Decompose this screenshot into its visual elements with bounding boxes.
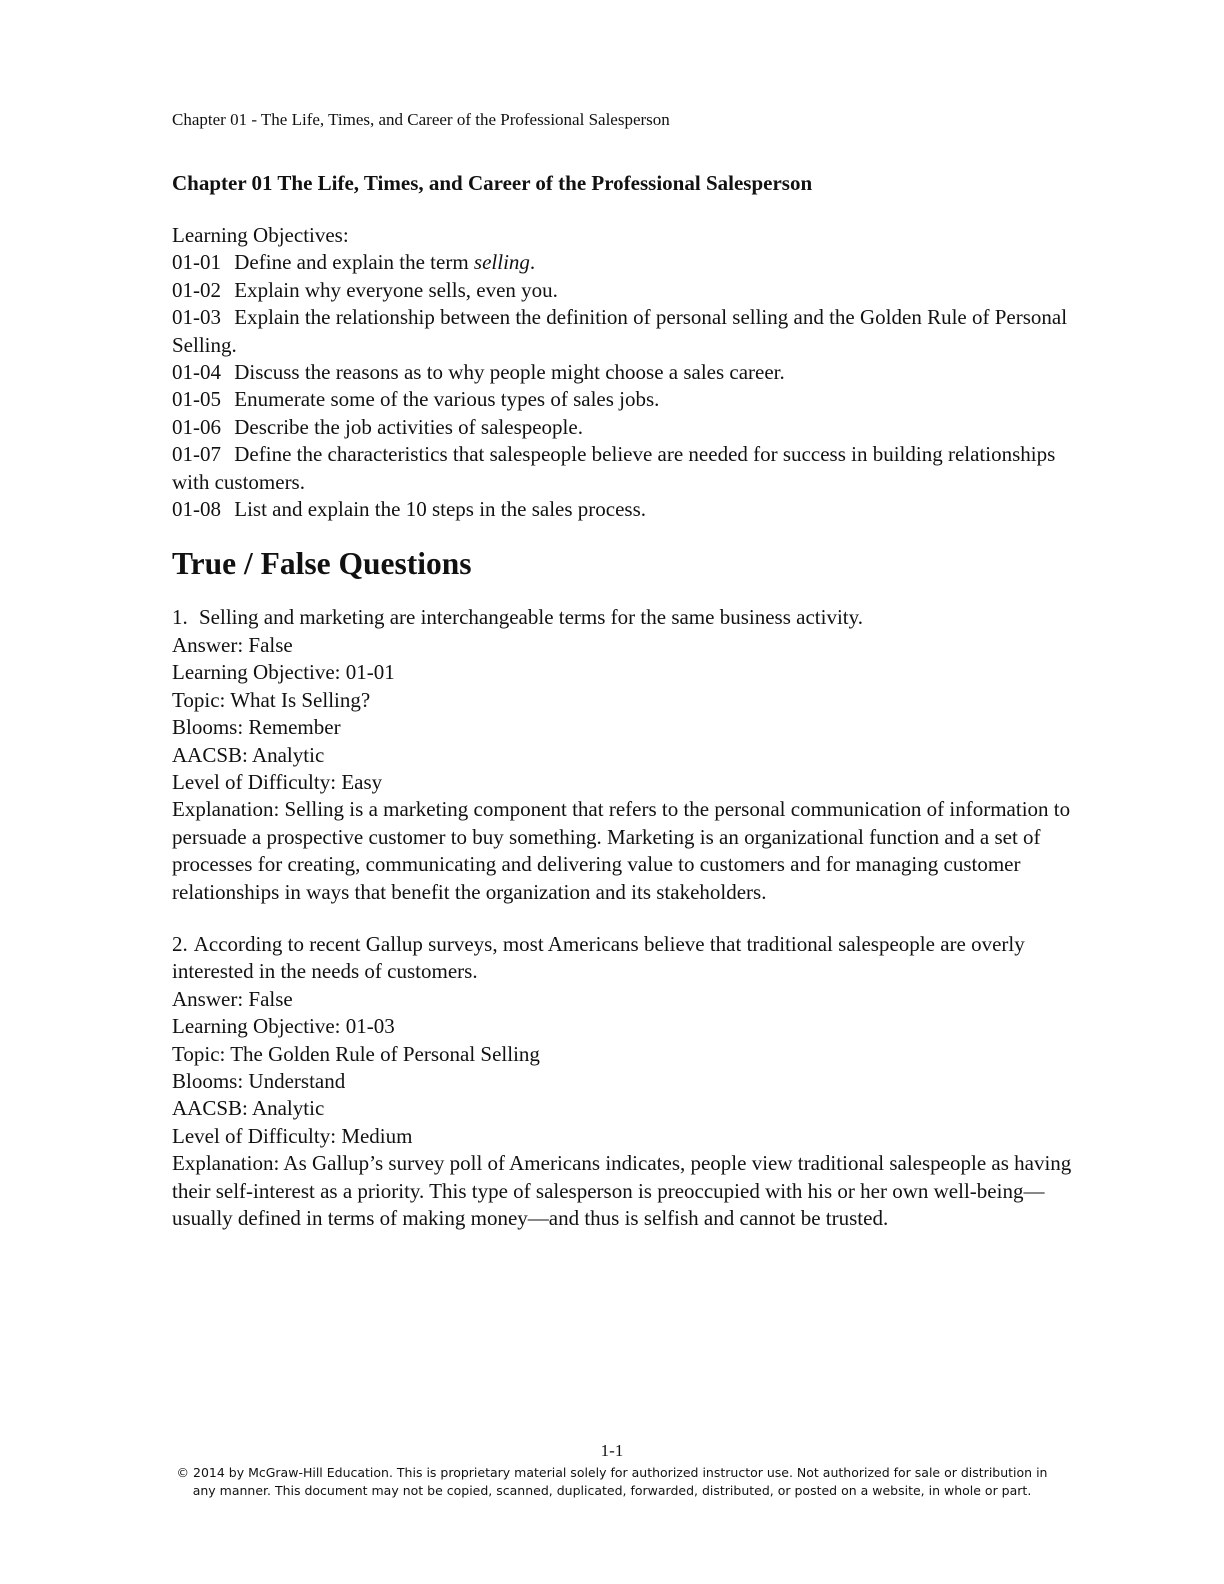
objective-text: Explain why everyone sells, even you. xyxy=(234,277,558,302)
objective-punct: . xyxy=(529,250,536,275)
objective-code: 01-06 xyxy=(172,414,221,439)
objective-item xyxy=(172,304,1072,359)
question-explanation: Explanation: Selling is a marketing component that refers to the personal communication of information to persuade a prospective customer to buy something. Marketing is an organizational function and a set of processes for creating, communicating and delivering value to customers and for managing customer relationships in ways that benefit the organization and its stakeholders. xyxy=(172,797,1071,904)
question-topic: Topic: What Is Selling? xyxy=(172,687,371,712)
objective-item xyxy=(172,249,1072,276)
question-text: According to recent Gallup surveys, most Americans believe that traditional salespeople are overly interested in the needs of customers. xyxy=(172,931,1025,984)
question-text-line xyxy=(172,604,1072,631)
running-header: Chapter 01 - The Life, Times, and Career of the Professional Salesperson xyxy=(172,110,670,129)
question-difficulty: Level of Difficulty: Medium xyxy=(172,1123,413,1148)
copyright-line: © 2014 by McGraw-Hill Education. This is proprietary material solely for authorized instructor use. Not authorized for sale or distribution in xyxy=(176,1465,1048,1480)
objective-code: 01-01 xyxy=(172,250,221,275)
question-answer: Answer: False xyxy=(172,986,293,1011)
question-answer: Answer: False xyxy=(172,632,293,657)
question-item xyxy=(172,604,1072,905)
objectives-heading: Learning Objectives: xyxy=(172,223,349,247)
question-objective: Learning Objective: 01-03 xyxy=(172,1014,395,1039)
objective-item xyxy=(172,386,1072,413)
objective-text: Enumerate some of the various types of sales jobs. xyxy=(234,387,660,412)
question-objective: Learning Objective: 01-01 xyxy=(172,660,395,685)
objective-code: 01-02 xyxy=(172,277,221,302)
objective-item xyxy=(172,496,1072,523)
objective-text: Define the characteristics that salespeople believe are needed for success in building relationships with customers. xyxy=(172,442,1056,494)
objective-item xyxy=(172,441,1072,496)
objective-text: Describe the job activities of salespeople. xyxy=(234,414,583,439)
objective-code: 01-07 xyxy=(172,442,221,467)
question-number: 2. xyxy=(172,931,188,956)
objective-code: 01-03 xyxy=(172,305,221,330)
question-topic: Topic: The Golden Rule of Personal Selling xyxy=(172,1041,540,1066)
objective-item xyxy=(172,414,1072,441)
objective-code: 01-08 xyxy=(172,497,221,522)
section-heading: True / False Questions xyxy=(172,546,472,582)
question-blooms: Blooms: Understand xyxy=(172,1068,346,1093)
question-item xyxy=(172,931,1072,1232)
document-title: Chapter 01 The Life, Times, and Career of the Professional Salesperson xyxy=(172,171,813,195)
objective-text: List and explain the 10 steps in the sales process. xyxy=(234,497,646,522)
objective-item xyxy=(172,359,1072,386)
question-explanation: Explanation: As Gallup’s survey poll of Americans indicates, people view traditional salespeople as having their self-interest as a priority. This type of salesperson is preoccupied with his or her own well-being—usually defined in terms of making money—and thus is selfish and cannot be trusted. xyxy=(172,1151,1072,1230)
copyright-notice xyxy=(150,1464,1074,1500)
question-difficulty: Level of Difficulty: Easy xyxy=(172,769,383,794)
objective-emphasis: selling xyxy=(473,250,530,275)
objective-code: 01-04 xyxy=(172,360,221,385)
objective-text: Discuss the reasons as to why people might choose a sales career. xyxy=(234,360,785,385)
question-number: 1. xyxy=(172,605,188,630)
copyright-line: any manner. This document may not be copied, scanned, duplicated, forwarded, distributed, or posted on a website, in whole or part. xyxy=(192,1483,1032,1498)
objective-item xyxy=(172,277,1072,304)
question-text: Selling and marketing are interchangeable terms for the same business activity. xyxy=(199,605,864,630)
page-footer xyxy=(150,1440,1074,1500)
objective-code: 01-05 xyxy=(172,387,221,412)
question-blooms: Blooms: Remember xyxy=(172,715,341,740)
objective-text: Explain the relationship between the definition of personal selling and the Golden Rule of Personal Selling. xyxy=(172,305,1068,357)
page-number: 1-1 xyxy=(600,1441,624,1460)
question-aacsb: AACSB: Analytic xyxy=(172,1096,325,1121)
question-text-line xyxy=(172,931,1072,986)
learning-objectives xyxy=(172,222,1072,523)
objective-text: Define and explain the term xyxy=(234,250,474,275)
question-aacsb: AACSB: Analytic xyxy=(172,742,325,767)
document-body xyxy=(172,168,1072,1232)
